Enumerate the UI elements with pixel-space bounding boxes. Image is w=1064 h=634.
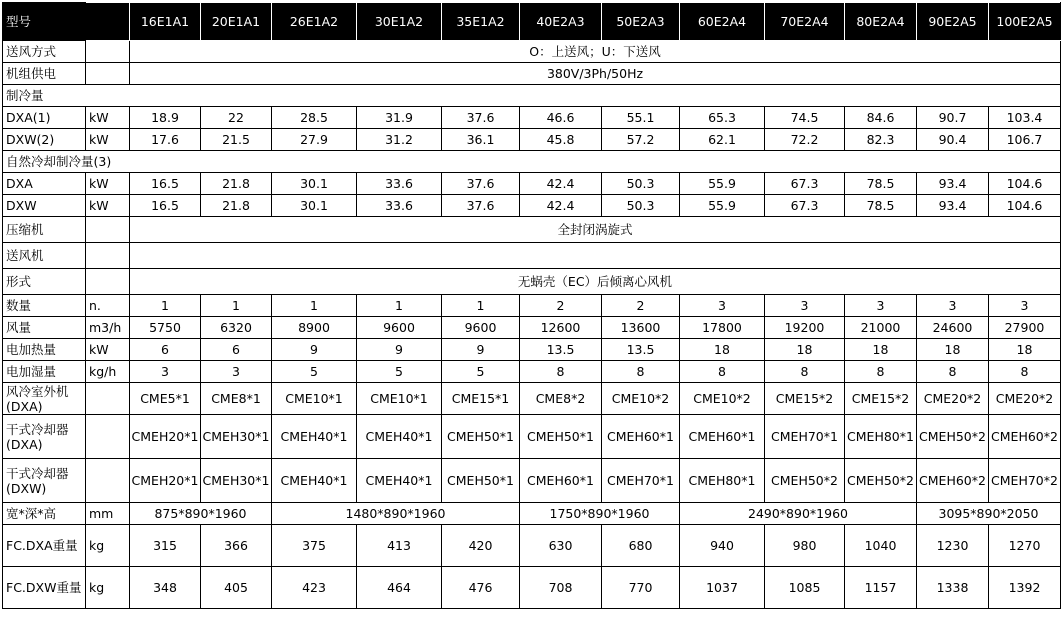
value-cell: 93.4 [917,195,989,217]
value-cell: CMEH50*2 [917,415,989,459]
row-unit: kg [86,567,130,609]
value-cell: CME8*1 [201,383,272,415]
dimension-group: 1750*890*1960 [520,503,680,525]
value-cell: 103.4 [989,107,1061,129]
value-cell: 413 [357,525,442,567]
value-cell: 3 [845,295,917,317]
row-label: 送风机 [3,243,86,269]
row-unit: kW [86,129,130,151]
value-cell: 1 [272,295,357,317]
value-cell: 315 [130,525,201,567]
value-cell: 8 [520,361,602,383]
value-cell: CMEH80*1 [845,415,917,459]
table-row [3,339,1061,361]
value-cell: 5 [442,361,520,383]
value-cell: CMEH60*2 [917,459,989,503]
value-cell: 90.4 [917,129,989,151]
value-cell: CMEH30*1 [201,459,272,503]
value-cell: 1270 [989,525,1061,567]
row-label: 风冷室外机 (DXA) [3,383,86,415]
value-cell: 5750 [130,317,201,339]
table-row [3,415,1061,459]
row-unit: kW [86,339,130,361]
table-row [3,85,1061,107]
value-cell: 33.6 [357,195,442,217]
value-cell: 67.3 [765,195,845,217]
value-cell: 3 [130,361,201,383]
value-cell: 420 [442,525,520,567]
value-cell: 9600 [357,317,442,339]
value-cell: CMEH60*1 [520,459,602,503]
table-row [3,151,1061,173]
value-cell: 37.6 [442,173,520,195]
value-cell: 8 [917,361,989,383]
row-label: 机组供电 [3,63,86,85]
value-cell: 104.6 [989,173,1061,195]
value-cell: CMEH60*1 [602,415,680,459]
spec-table [2,2,1061,609]
model-header: 30E1A2 [357,3,442,41]
value-cell: 42.4 [520,195,602,217]
model-header: 70E2A4 [765,3,845,41]
value-cell: CMEH50*2 [845,459,917,503]
row-unit: kg [86,525,130,567]
value-cell: 21.5 [201,129,272,151]
row-unit: n. [86,295,130,317]
model-header: 35E1A2 [442,3,520,41]
row-unit [86,269,130,295]
value-cell: 50.3 [602,195,680,217]
table-row [3,173,1061,195]
row-label: 干式冷却器 (DXA) [3,415,86,459]
table-row [3,295,1061,317]
row-unit [86,383,130,415]
table-row [3,129,1061,151]
value-cell: 16.5 [130,195,201,217]
dimension-group: 875*890*1960 [130,503,272,525]
value-cell: 37.6 [442,195,520,217]
value-cell: 37.6 [442,107,520,129]
value-cell: 13600 [602,317,680,339]
value-cell: 940 [680,525,765,567]
header-label: 型号 [3,3,86,41]
table-row [3,361,1061,383]
value-cell: 9 [442,339,520,361]
value-cell: CMEH60*2 [989,415,1061,459]
merged-value: 全封闭涡旋式 [130,217,1061,243]
model-header: 90E2A5 [917,3,989,41]
value-cell: 9600 [442,317,520,339]
value-cell: 8 [989,361,1061,383]
value-cell: 18 [845,339,917,361]
section-label: 制冷量 [3,85,1061,107]
value-cell: CME15*2 [845,383,917,415]
value-cell: 18 [989,339,1061,361]
value-cell: 46.6 [520,107,602,129]
table-row [3,63,1061,85]
dimension-group: 3095*890*2050 [917,503,1061,525]
value-cell: 348 [130,567,201,609]
row-label: 电加湿量 [3,361,86,383]
value-cell: 5 [357,361,442,383]
value-cell: CMEH50*1 [442,415,520,459]
value-cell: CME15*1 [442,383,520,415]
value-cell: 405 [201,567,272,609]
value-cell: 770 [602,567,680,609]
row-label: FC.DXW重量 [3,567,86,609]
value-cell: 55.9 [680,195,765,217]
value-cell: 2 [602,295,680,317]
value-cell: 13.5 [602,339,680,361]
value-cell: 366 [201,525,272,567]
value-cell: 74.5 [765,107,845,129]
value-cell: CMEH40*1 [272,415,357,459]
value-cell: 55.9 [680,173,765,195]
value-cell: 1040 [845,525,917,567]
value-cell: CMEH80*1 [680,459,765,503]
row-unit [86,41,130,63]
value-cell: CME10*1 [272,383,357,415]
value-cell: 78.5 [845,173,917,195]
model-header: 40E2A3 [520,3,602,41]
table-row [3,503,1061,525]
model-header: 16E1A1 [130,3,201,41]
value-cell: 17800 [680,317,765,339]
value-cell: CME10*1 [357,383,442,415]
value-cell: 93.4 [917,173,989,195]
table-row [3,317,1061,339]
value-cell: 24600 [917,317,989,339]
value-cell: 464 [357,567,442,609]
value-cell: 104.6 [989,195,1061,217]
row-unit [86,243,130,269]
value-cell: CME15*2 [765,383,845,415]
value-cell: 8 [845,361,917,383]
value-cell: 6 [130,339,201,361]
value-cell: 6320 [201,317,272,339]
value-cell: 12600 [520,317,602,339]
merged-value: O：上送风；U：下送风 [130,41,1061,63]
value-cell: 423 [272,567,357,609]
row-unit [86,459,130,503]
header-row [3,3,1061,41]
table-row [3,269,1061,295]
value-cell: CME20*2 [989,383,1061,415]
row-label: 形式 [3,269,86,295]
value-cell: 90.7 [917,107,989,129]
value-cell: 708 [520,567,602,609]
value-cell: 36.1 [442,129,520,151]
header-unit [86,3,130,41]
row-label: 送风方式 [3,41,86,63]
value-cell: 65.3 [680,107,765,129]
value-cell: 13.5 [520,339,602,361]
row-label: 干式冷却器 (DXW) [3,459,86,503]
row-unit: kg/h [86,361,130,383]
value-cell: CMEH50*1 [520,415,602,459]
row-unit [86,63,130,85]
value-cell: 1085 [765,567,845,609]
table-row [3,567,1061,609]
value-cell: 680 [602,525,680,567]
table-row [3,107,1061,129]
value-cell: 8 [680,361,765,383]
value-cell: CMEH40*1 [357,415,442,459]
value-cell: 18.9 [130,107,201,129]
value-cell: CMEH70*1 [765,415,845,459]
value-cell: 3 [765,295,845,317]
value-cell: 22 [201,107,272,129]
value-cell: 27900 [989,317,1061,339]
value-cell: 2 [520,295,602,317]
value-cell: 78.5 [845,195,917,217]
value-cell: CME20*2 [917,383,989,415]
row-label: FC.DXA重量 [3,525,86,567]
row-label: 压缩机 [3,217,86,243]
value-cell: 630 [520,525,602,567]
value-cell: CMEH50*1 [442,459,520,503]
value-cell: CMEH40*1 [357,459,442,503]
table-row [3,195,1061,217]
value-cell: 30.1 [272,195,357,217]
row-label: 风量 [3,317,86,339]
value-cell: 9 [357,339,442,361]
dimension-group: 2490*890*1960 [680,503,917,525]
model-header: 50E2A3 [602,3,680,41]
row-label: DXA(1) [3,107,86,129]
table-row [3,383,1061,415]
value-cell: 1 [130,295,201,317]
value-cell: 67.3 [765,173,845,195]
value-cell: 55.1 [602,107,680,129]
value-cell: 16.5 [130,173,201,195]
value-cell: CMEH40*1 [272,459,357,503]
value-cell: 476 [442,567,520,609]
model-header: 20E1A1 [201,3,272,41]
value-cell: 980 [765,525,845,567]
value-cell: CMEH20*1 [130,459,201,503]
value-cell: 1 [442,295,520,317]
value-cell: CMEH50*2 [765,459,845,503]
row-unit: m3/h [86,317,130,339]
value-cell: CMEH30*1 [201,415,272,459]
value-cell: 3 [680,295,765,317]
row-label: DXA [3,173,86,195]
value-cell: 3 [201,361,272,383]
value-cell: 3 [917,295,989,317]
table-row [3,217,1061,243]
row-label: 电加热量 [3,339,86,361]
value-cell: 5 [272,361,357,383]
value-cell: 84.6 [845,107,917,129]
value-cell: CME10*2 [680,383,765,415]
row-label: 数量 [3,295,86,317]
value-cell: 21000 [845,317,917,339]
row-unit: kW [86,195,130,217]
value-cell: 19200 [765,317,845,339]
value-cell: 21.8 [201,195,272,217]
value-cell: 50.3 [602,173,680,195]
spec-table-body [3,3,1061,609]
value-cell: 72.2 [765,129,845,151]
value-cell: 8 [765,361,845,383]
value-cell: 8 [602,361,680,383]
value-cell: CMEH70*1 [602,459,680,503]
model-header: 60E2A4 [680,3,765,41]
value-cell: 17.6 [130,129,201,151]
row-label: DXW [3,195,86,217]
dimension-group: 1480*890*1960 [272,503,520,525]
value-cell: 33.6 [357,173,442,195]
value-cell: 31.9 [357,107,442,129]
value-cell: CME5*1 [130,383,201,415]
table-row [3,243,1061,269]
row-label: 宽*深*高 [3,503,86,525]
value-cell: 1037 [680,567,765,609]
value-cell: 106.7 [989,129,1061,151]
value-cell: 28.5 [272,107,357,129]
merged-value: 380V/3Ph/50Hz [130,63,1061,85]
value-cell: 8900 [272,317,357,339]
model-header: 80E2A4 [845,3,917,41]
value-cell: CME10*2 [602,383,680,415]
value-cell: 1157 [845,567,917,609]
row-unit [86,415,130,459]
value-cell: 1 [357,295,442,317]
table-row [3,459,1061,503]
table-row [3,525,1061,567]
value-cell: 1392 [989,567,1061,609]
value-cell: 1230 [917,525,989,567]
value-cell: 31.2 [357,129,442,151]
value-cell: 62.1 [680,129,765,151]
value-cell: 3 [989,295,1061,317]
value-cell: CME8*2 [520,383,602,415]
value-cell: 30.1 [272,173,357,195]
value-cell: 42.4 [520,173,602,195]
value-cell: 21.8 [201,173,272,195]
row-unit [86,217,130,243]
value-cell: 27.9 [272,129,357,151]
row-label: DXW(2) [3,129,86,151]
value-cell: 18 [680,339,765,361]
row-unit: kW [86,173,130,195]
model-header: 26E1A2 [272,3,357,41]
value-cell: 9 [272,339,357,361]
value-cell: 82.3 [845,129,917,151]
merged-value: 无蜗壳（EC）后倾离心风机 [130,269,1061,295]
model-header: 100E2A5 [989,3,1061,41]
value-cell: 18 [765,339,845,361]
section-label: 自然冷却制冷量(3) [3,151,1061,173]
value-cell: 1 [201,295,272,317]
value-cell: 45.8 [520,129,602,151]
value-cell: 6 [201,339,272,361]
value-cell: CMEH20*1 [130,415,201,459]
row-unit: kW [86,107,130,129]
value-cell: CMEH70*2 [989,459,1061,503]
value-cell: 57.2 [602,129,680,151]
table-row [3,41,1061,63]
value-cell: 18 [917,339,989,361]
row-unit: mm [86,503,130,525]
merged-value [130,243,1061,269]
value-cell: CMEH60*1 [680,415,765,459]
value-cell: 375 [272,525,357,567]
value-cell: 1338 [917,567,989,609]
